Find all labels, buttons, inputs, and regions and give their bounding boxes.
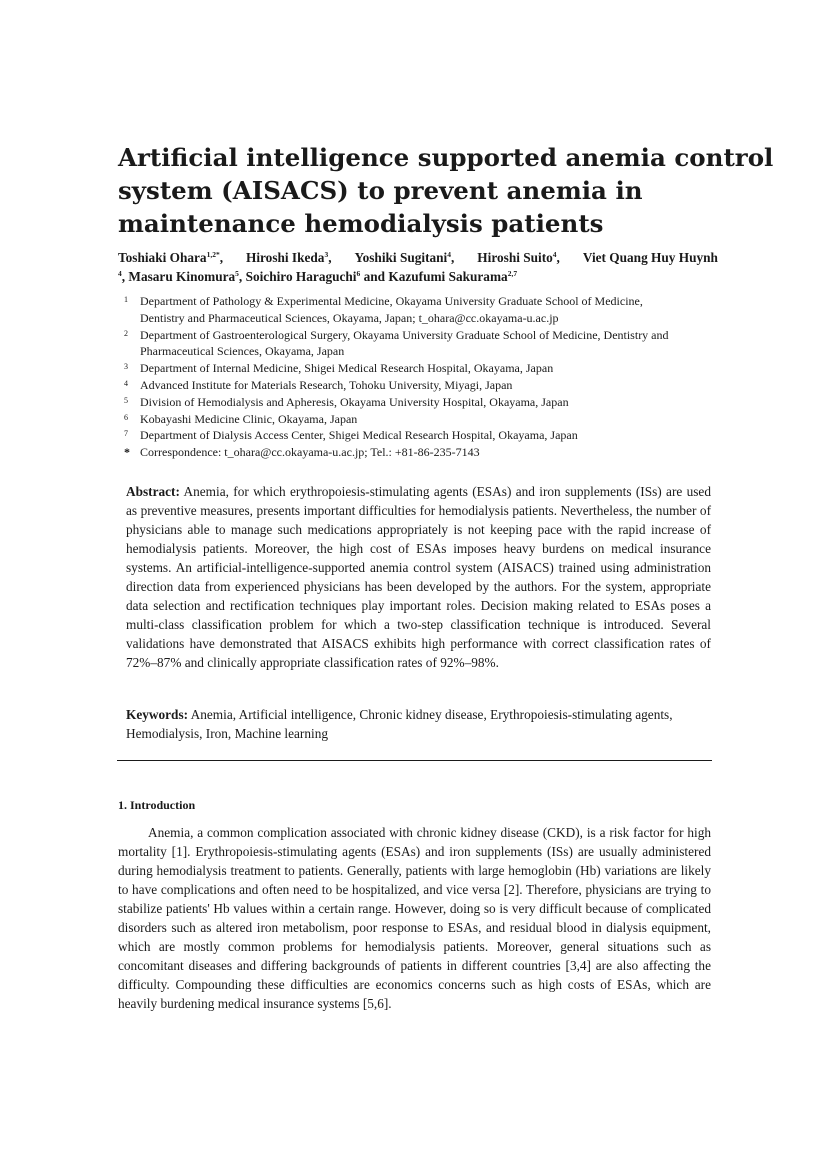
affiliation-number: 7 xyxy=(124,429,128,439)
author-name: Hiroshi Suito xyxy=(477,250,553,265)
affiliation-text: Department of Dialysis Access Center, Shigei Medical Research Hospital, Okayama, Japan xyxy=(140,428,578,443)
affiliation-number: 5 xyxy=(124,395,128,405)
author-list xyxy=(118,248,718,286)
affiliation-text: Division of Hemodialysis and Apheresis, Okayama University Hospital, Okayama, Japan xyxy=(140,394,569,409)
correspondence-item xyxy=(124,444,684,461)
author-line xyxy=(118,248,718,267)
author-affiliation-mark: 1,2* xyxy=(206,250,220,259)
author-entry xyxy=(583,248,718,267)
author-separator: , xyxy=(328,250,332,265)
author-entry xyxy=(246,248,332,267)
correspondence-mark: * xyxy=(124,445,130,460)
paper-title xyxy=(118,141,774,240)
affiliation-text: Kobayashi Medicine Clinic, Okayama, Japan xyxy=(140,411,358,426)
title-line: maintenance hemodialysis patients xyxy=(118,209,604,238)
title-line: Artificial intelligence supported anemia control xyxy=(118,143,774,172)
affiliation-item xyxy=(124,394,684,411)
affiliation-item xyxy=(124,360,684,377)
affiliation-item xyxy=(124,427,684,444)
affiliation-item xyxy=(124,327,684,361)
author-separator: and xyxy=(360,269,389,284)
author-name: Soichiro Haraguchi xyxy=(245,269,357,284)
author-name: Viet Quang Huy Huynh xyxy=(582,250,718,265)
affiliation-number: 6 xyxy=(124,412,128,422)
affiliation-number: 3 xyxy=(124,362,128,372)
affiliation-text: Department of Internal Medicine, Shigei Medical Research Hospital, Okayama, Japan xyxy=(140,361,554,376)
author-affiliation-mark: 6 xyxy=(356,269,361,278)
abstract xyxy=(126,482,711,672)
introduction-paragraph: Anemia, a common complication associated with chronic kidney disease (CKD), is a risk factor for high mortality [1]. Erythropoiesis-stimulating agents (ESAs) and iron supplements (ISs) are usually administered during hemodialysis treatment to patients. Generally, patients with large hemoglobin (Hb) variations are likely to have complications and often need to be hospitalized, and vice versa [2]. Therefore, physicians are trying to stabilize patients' Hb values within a certain range. However, doing so is very difficult because of complicated disorders such as altered iron metabolism, poor response to ESAs, and residual blood in dialysis equipment, which are mostly common problems for hemodialysis patients. Moreover, general situations such as concomitant diseases and differing backgrounds of patients in different countries [3,4] are also affecting the difficulty. Compounding these difficulties are economics concerns such as high costs of ESAs, which are heavily burdening medical insurance systems [5,6]. xyxy=(118,825,711,1012)
affiliation-list xyxy=(124,293,684,461)
author-affiliation-mark: 4 xyxy=(447,250,451,259)
author-affiliation-mark: 4 xyxy=(552,250,557,259)
affiliation-text: Department of Pathology & Experimental Medicine, Okayama University Graduate School of Medicine, Dentistry and Pharmaceutical Sciences, Okayama, Japan; t_ohara@cc.okayama-u.ac.jp xyxy=(140,294,643,325)
affiliation-number: 4 xyxy=(124,378,128,388)
author-entry xyxy=(354,248,454,267)
author-entry xyxy=(477,248,560,267)
affiliation-number: 1 xyxy=(124,295,128,304)
author-entry xyxy=(118,248,223,267)
author-name: Toshiaki Ohara xyxy=(118,250,207,265)
author-name: Masaru Kinomura xyxy=(128,269,236,284)
author-separator: , xyxy=(451,250,455,265)
affiliation-item xyxy=(124,293,684,327)
section-divider xyxy=(117,760,712,761)
author-affiliation-mark: 3 xyxy=(324,250,329,259)
correspondence-text: Correspondence: t_ohara@cc.okayama-u.ac.jp; Tel.: +81-86-235-7143 xyxy=(140,445,480,460)
author-name: Hiroshi Ikeda xyxy=(245,250,325,265)
section-heading: 1. Introduction xyxy=(118,798,196,812)
author-separator: , xyxy=(238,269,246,284)
author-name: Kazufumi Sakurama xyxy=(388,269,508,284)
keywords xyxy=(126,705,711,743)
affiliation-number: 2 xyxy=(124,328,128,338)
affiliation-item xyxy=(124,377,684,394)
affiliation-text: Department of Gastroenterological Surgery, Okayama University Graduate School of Medicine, Dentistry and Pharmaceutical Sciences, Okayama, Japan xyxy=(140,327,669,359)
title-line: system (AISACS) to prevent anemia in xyxy=(118,176,643,205)
author-affiliation-mark: 2,7 xyxy=(507,269,518,278)
keywords-label: Keywords: xyxy=(126,707,189,722)
author-separator: , xyxy=(121,269,129,284)
abstract-label: Abstract: xyxy=(126,484,180,499)
author-separator: , xyxy=(556,250,560,265)
author-affiliation-mark: 5 xyxy=(235,269,239,278)
affiliation-item xyxy=(124,411,684,428)
affiliation-text: Advanced Institute for Materials Research, Tohoku University, Miyagi, Japan xyxy=(140,377,513,392)
keywords-text: Anemia, Artificial intelligence, Chronic kidney disease, Erythropoiesis-stimulating agents, Hemodialysis, Iron, Machine learning xyxy=(126,707,673,742)
author-name: Yoshiki Sugitani xyxy=(354,250,448,265)
author-affiliation-mark: 4 xyxy=(118,269,122,278)
abstract-text: Anemia, for which erythropoiesis-stimulating agents (ESAs) and iron supplements (ISs) are used as preventive measures, presents important difficulties for hemodialysis patients. Nevertheless, the number of physicians able to manage such medications appropriately is not keeping pace with the rapid increase of hemodialysis patients. Moreover, the high cost of ESAs imposes heavy burdens on medical insurance systems. An artificial-intelligence-supported anemia control system (AISACS) trained using administration direction data from experienced physicians has been developed by the authors. For the system, appropriate data selection and rectification techniques play important roles. Decision making related to ESAs poses a multi-class classification problem for which a two-step classification technique is introduced. Several validations have demonstrated that AISACS exhibits high performance with correct classification rates of 72%–87% and clinically appropriate classification rates of 92%–98%. xyxy=(126,484,711,671)
author-line xyxy=(118,267,718,286)
author-separator: , xyxy=(219,250,224,265)
